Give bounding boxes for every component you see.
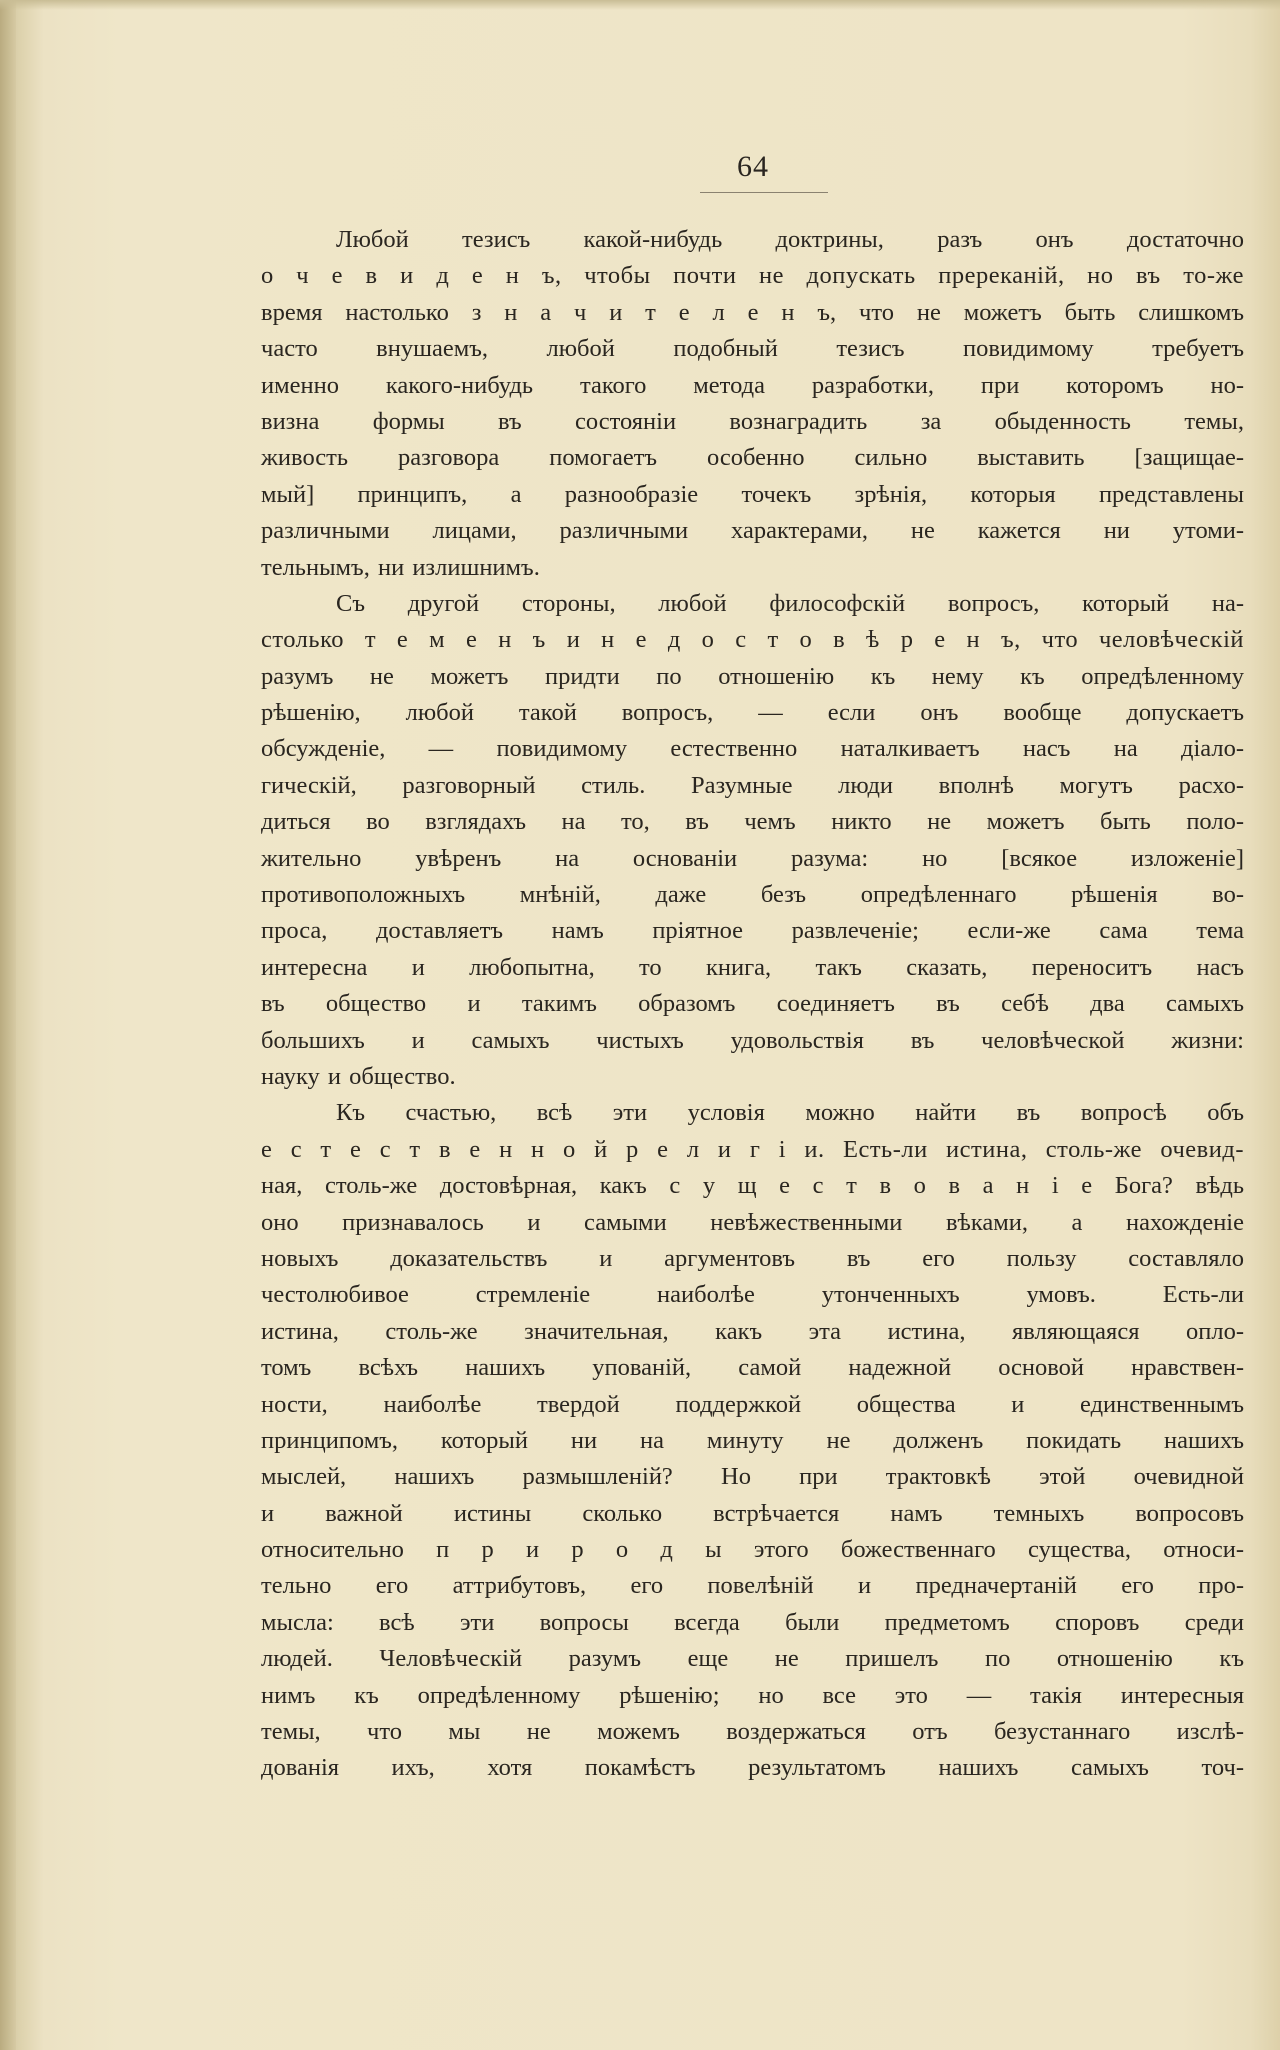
text-line: и важной истины сколько встрѣчается намъ темныхъ вопросовъ	[261, 1499, 1244, 1527]
text-line: рѣшенію, любой такой вопросъ, — если онъ вообще допускаетъ	[261, 699, 1244, 727]
text-line: жительно увѣренъ на основаніи разума: но [всякое изложеніе]	[261, 844, 1244, 872]
text-line: противоположныхъ мнѣній, даже безъ опредѣленнаго рѣшенія во-	[261, 881, 1244, 909]
page-binding-edge	[0, 0, 16, 2050]
text-line: мый] принципъ, а разнообразіе точекъ зрѣнія, которыя представлены	[261, 480, 1244, 508]
text-line: дованія ихъ, хотя покамѣстъ результатомъ нашихъ самыхъ точ-	[261, 1754, 1244, 1782]
text-line: часто внушаемъ, любой подобный тезисъ повидимому требуетъ	[261, 335, 1244, 363]
text-line: визна формы въ состояніи вознаградить за обыденность темы,	[261, 407, 1244, 435]
text-line: истина, столь-же значительная, какъ эта истина, являющаяся опло-	[261, 1317, 1244, 1345]
text-line: время настолько з н а ч и т е л е н ъ, что не можетъ быть слишкомъ	[261, 298, 1244, 326]
text-line: о ч е в и д е н ъ, чтобы почти не допускать пререканій, но въ то-же	[261, 262, 1244, 290]
text-line: людей. Человѣческій разумъ еще не пришелъ по отношенію къ	[261, 1645, 1244, 1673]
text-line: мысла: всѣ эти вопросы всегда были предметомъ споровъ среди	[261, 1608, 1244, 1636]
text-line: ности, наиболѣе твердой поддержкой общества и единственнымъ	[261, 1390, 1244, 1418]
text-line: мыслей, нашихъ размышленій? Но при трактовкѣ этой очевидной	[261, 1463, 1244, 1491]
text-line: оно признавалось и самыми невѣжественными вѣками, а нахожденіе	[261, 1208, 1244, 1236]
text-line: темы, что мы не можемъ воздержаться отъ безустаннаго изслѣ-	[261, 1718, 1244, 1746]
text-line: тельнымъ, ни излишнимъ.	[261, 553, 540, 581]
text-line: именно какого-нибудь такого метода разработки, при которомъ но-	[261, 371, 1244, 399]
text-line: Къ счастью, всѣ эти условія можно найти въ вопросѣ объ	[336, 1099, 1244, 1127]
text-line: столько т е м е н ъ и н е д о с т о в ѣ р е н ъ, что человѣческій	[261, 626, 1244, 654]
text-line: принципомъ, который ни на минуту не долженъ покидать нашихъ	[261, 1426, 1244, 1454]
text-line: тельно его аттрибутовъ, его повелѣній и предначертаній его про-	[261, 1572, 1244, 1600]
text-line: гическій, разговорный стиль. Разумные люди вполнѣ могутъ расхо-	[261, 771, 1244, 799]
text-line: Любой тезисъ какой-нибудь доктрины, разъ онъ достаточно	[336, 226, 1244, 253]
text-line: относительно п р и р о д ы этого божественнаго существа, относи-	[261, 1536, 1244, 1564]
text-line: живость разговора помогаетъ особенно сильно выставить [защищае-	[261, 444, 1244, 472]
page-number-rule	[700, 192, 828, 193]
paragraph-2	[261, 586, 1244, 1095]
paragraph-3	[261, 1095, 1244, 1786]
text-line: томъ всѣхъ нашихъ упованій, самой надежной основой нравствен-	[261, 1354, 1244, 1382]
body-text	[261, 222, 1244, 1787]
text-line: новыхъ доказательствъ и аргументовъ въ его пользу составляло	[261, 1244, 1244, 1272]
text-line: обсужденіе, — повидимому естественно наталкиваетъ насъ на діало-	[261, 735, 1244, 763]
text-line: е с т е с т в е н н о й р е л и г і и. Есть-ли истина, столь-же очевид-	[261, 1135, 1244, 1163]
text-line: интересна и любопытна, то книга, такъ сказать, переноситъ насъ	[261, 953, 1244, 981]
text-line: въ общество и такимъ образомъ соединяетъ въ себѣ два самыхъ	[261, 990, 1244, 1018]
text-line: проса, доставляетъ намъ пріятное развлеченіе; если-же сама тема	[261, 917, 1244, 945]
text-line: разумъ не можетъ придти по отношенію къ нему къ опредѣленному	[261, 662, 1244, 690]
text-line: ная, столь-же достовѣрная, какъ с у щ е с т в о в а н і е Бога? вѣдь	[261, 1172, 1244, 1200]
text-line: нимъ къ опредѣленному рѣшенію; но все это — такія интересныя	[261, 1681, 1244, 1709]
text-line: различными лицами, различными характерами, не кажется ни утоми-	[261, 517, 1244, 545]
page-top-edge	[0, 0, 1280, 10]
paragraph-1	[261, 222, 1244, 586]
text-line: честолюбивое стремленіе наиболѣе утонченныхъ умовъ. Есть-ли	[261, 1281, 1244, 1309]
text-line: диться во взглядахъ на то, въ чемъ никто не можетъ быть поло-	[261, 808, 1244, 836]
text-line: большихъ и самыхъ чистыхъ удовольствія въ человѣческой жизни:	[261, 1026, 1244, 1054]
page-number: 64	[737, 150, 769, 183]
text-line: Съ другой стороны, любой философскій вопросъ, который на-	[336, 589, 1244, 617]
text-line: науку и общество.	[261, 1062, 456, 1090]
